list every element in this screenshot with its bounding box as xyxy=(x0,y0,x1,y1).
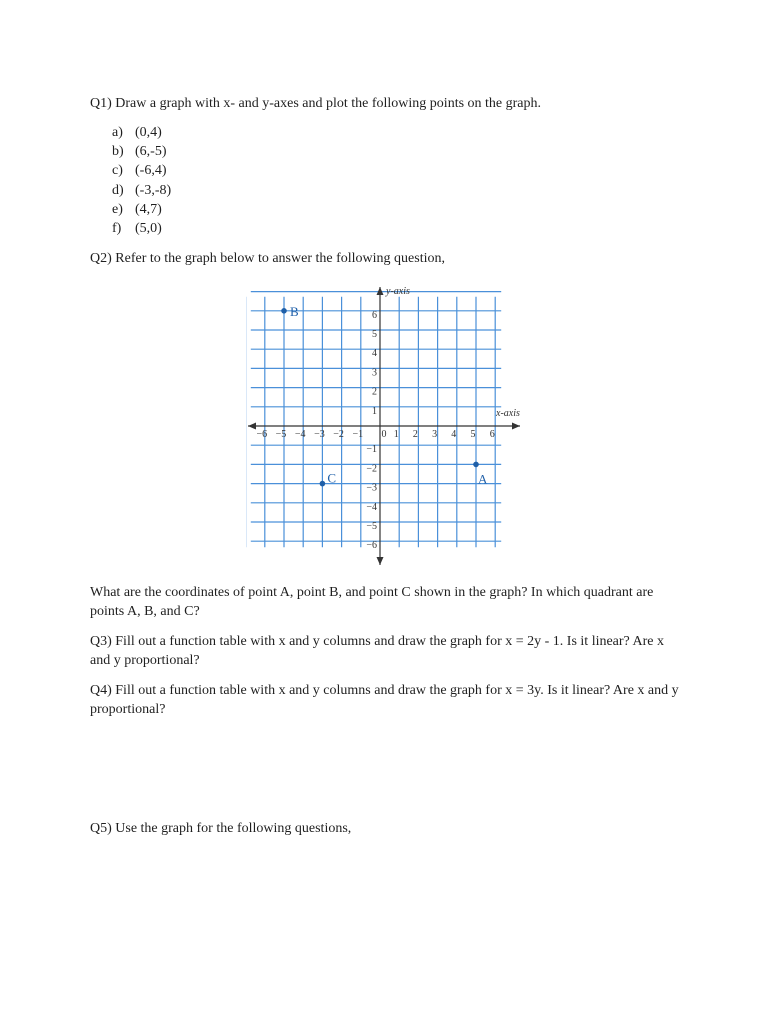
y-tick-label: −4 xyxy=(366,501,377,513)
question-1-text: Q1) Draw a graph with x- and y-axes and plot the following points on the graph. xyxy=(90,96,542,111)
x-tick-label: 1 xyxy=(393,429,399,440)
x-tick-label: 6 xyxy=(489,429,495,440)
x-axis-label: x-axis xyxy=(496,408,520,419)
axes xyxy=(248,287,520,565)
question-2-text: Q2) Refer to the graph below to answer the following question, xyxy=(90,251,445,266)
x-tick-label: 5 xyxy=(470,429,476,440)
question-2-prompt: What are the coordinates of point A, point B, and point C shown in the graph? In which quadrant are points A, B, and C? xyxy=(90,585,654,619)
list-item: e) (4,7) xyxy=(112,201,162,217)
point-b-label: B xyxy=(290,303,299,319)
x-axis-arrow-left xyxy=(248,423,256,430)
list-item: c) (-6,4) xyxy=(112,163,167,179)
point-a-marker xyxy=(473,462,479,468)
point-a-label: A xyxy=(478,471,488,487)
x-axis-arrow-right xyxy=(512,423,520,430)
y-tick-label: −5 xyxy=(366,521,377,532)
y-tick-label: −6 xyxy=(366,540,377,552)
x-tick-label: 4 xyxy=(451,429,457,440)
coordinate-grid-graph xyxy=(246,283,526,568)
y-axis-arrow-down xyxy=(377,557,384,565)
list-item: f) (5,0) xyxy=(112,221,162,237)
question-4-text: Q4) Fill out a function table with x and y columns and draw the graph for x = 3y. Is it linear? Are x and y proportional? xyxy=(90,683,679,717)
tick-labels xyxy=(256,310,494,551)
y-tick-label: −2 xyxy=(366,463,377,475)
question-3-text: Q3) Fill out a function table with x and y columns and draw the graph for x = 2y - 1. Is it linear? Are x and y proportional? xyxy=(90,634,664,668)
x-tick-label: −2 xyxy=(333,429,344,440)
list-item: a) (0,4) xyxy=(112,125,162,140)
x-tick-label: −5 xyxy=(275,429,287,440)
y-tick-label: −1 xyxy=(366,444,377,456)
question-1-points-list xyxy=(112,123,171,238)
point-c-label: C xyxy=(327,470,337,486)
x-tick-label: −6 xyxy=(256,429,268,440)
x-tick-label: −3 xyxy=(314,429,325,440)
y-tick-label: 6 xyxy=(372,309,377,321)
y-axis-label: y-axis xyxy=(386,286,410,297)
list-item: d) (-3,-8) xyxy=(112,182,172,198)
y-tick-label: 3 xyxy=(372,367,377,379)
y-tick-label: 5 xyxy=(372,329,377,340)
x-tick-label: 0 xyxy=(381,429,387,440)
x-tick-label: 3 xyxy=(432,429,438,440)
list-item: b) (6,-5) xyxy=(112,144,167,160)
y-tick-label: 4 xyxy=(372,348,377,360)
point-c-marker xyxy=(320,481,326,487)
y-tick-label: −3 xyxy=(366,482,377,494)
x-tick-label: 2 xyxy=(412,429,418,440)
y-tick-label: 1 xyxy=(372,405,377,417)
x-tick-label: −4 xyxy=(294,429,306,440)
point-b-marker xyxy=(281,308,287,314)
y-tick-label: 2 xyxy=(372,386,377,398)
question-5-text: Q5) Use the graph for the following questions, xyxy=(90,821,352,836)
x-tick-label: −1 xyxy=(352,429,364,440)
